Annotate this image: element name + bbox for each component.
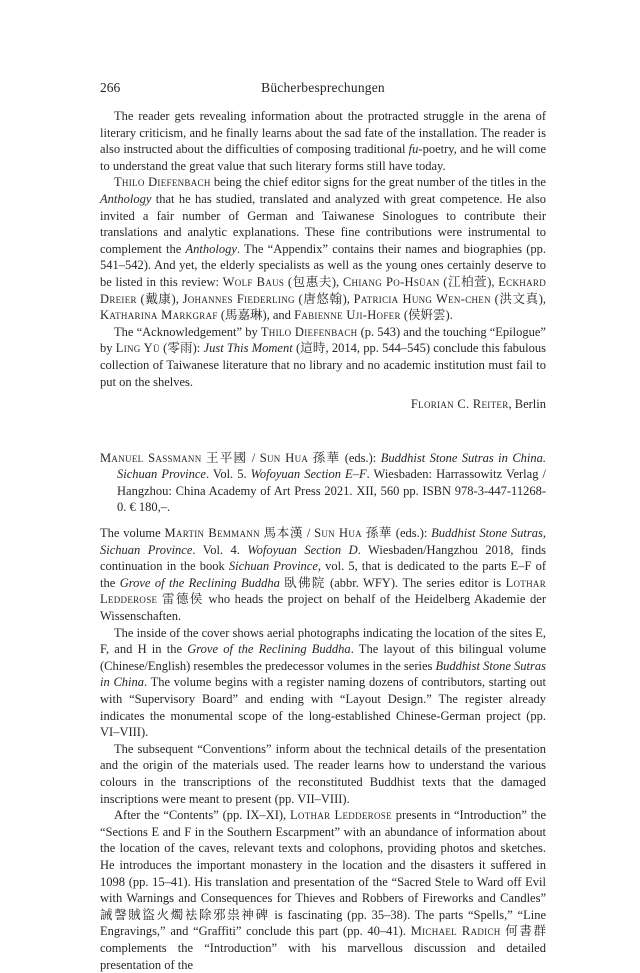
text-run: . Wiesbaden: Harrassowitz Verlag / Hangzhou: China Academy of Art Press 2021. XII, 560 pp. ISBN 978-3-447-11268-0. € 180,–. xyxy=(117,467,546,515)
person-name: Michael Radich xyxy=(410,924,501,939)
person-name: Eckhard Dreier xyxy=(100,274,546,306)
person-name: Wolf Baus xyxy=(222,274,285,289)
text-run: -poetry, and he will come to understand the great value that such literary forms still have today. xyxy=(100,142,546,173)
text-run: The subsequent “Conventions” inform about the technical details of the presentation and the origin of the materials used. The reader learns how to understand the various colours in the transcriptions of the reconstituted Buddhist texts that the damaged inscriptions were meant to present (pp. VII–VIII). xyxy=(100,741,546,806)
text-run: The inside of the cover shows aerial photographs indicating the location of the sites E, F, and H in the xyxy=(100,625,546,657)
person-name: Lothar Ledderose xyxy=(100,575,546,607)
journal-page xyxy=(100,80,546,973)
text-run: (馬嘉琳), and xyxy=(217,308,295,323)
text-run: . The “Appendix” contains their names and biographies (pp. 541–542). And yet, the elderly specialists as well as the young ones certainly deserve to be listed in this review: xyxy=(100,241,546,289)
page-number: 266 xyxy=(100,80,121,95)
running-title: Bücherbesprechungen xyxy=(261,80,385,95)
text-run: 何書群 complements the “Introduction” with his marvellous discussion and detailed presentation of the xyxy=(100,924,546,972)
text-run: presents in “Introduction” the “Sections E and F in the Southern Escarpment” with an abundance of information about the location of the caves, relevant texts and colophons, providing photos and sketches. He introduces the important monastery in the location and the disasters it suffered in 1098 (pp. 15–41). His translation and presentation of the “Sacred Stele to Ward off Evil with Warnings and Consequences for Thieves and Robbers of Fireworks and Candles” 誡謦賊盜火燭袪除邪祟神碑 is fascinating (pp. 35–38). The parts “Spells,” “Line Engravings,” and “Graffiti” conclude this part (pp. 40–41). xyxy=(100,808,546,939)
person-name: Katharina Markgraf xyxy=(100,308,218,323)
bibliography-entry xyxy=(100,450,546,516)
person-name: Thilo Diefenbach xyxy=(114,175,211,190)
italic-title: Anthology xyxy=(185,241,237,256)
text-run: . Vol. 5. xyxy=(205,467,251,482)
reviewer-signature xyxy=(100,396,546,413)
person-name: Johannes Fiederling xyxy=(182,291,295,306)
paragraph xyxy=(100,625,546,741)
page-header xyxy=(100,80,546,98)
text-run: (這時, 2014, pp. 544–545) conclude this fabulous collection of Taiwanese literature that no library and no academic institution must fail to put on the shelves. xyxy=(100,341,547,389)
text-run: (p. 543) and the touching “Epilogue” by xyxy=(100,324,546,356)
text-run: . Wiesbaden/Hangzhou 2018, finds continuation in the book xyxy=(100,542,547,574)
paragraph xyxy=(100,174,546,323)
italic-title: fu xyxy=(408,142,419,157)
italic-title: Wofoyuan Section E–F xyxy=(250,467,367,482)
text-run: The reader gets revealing information about the protracted struggle in the arena of literary criticism, and he finally learns about the sad fate of the installation. The reader is also instructed about the difficulties of composing traditional xyxy=(100,109,546,157)
italic-title: Buddhist Stone Sutras in China xyxy=(100,658,546,690)
text-run: (唐悠翰), xyxy=(294,291,354,306)
text-run: 王平國 / xyxy=(201,450,260,465)
text-run: After the “Contents” (pp. IX–XI), xyxy=(114,808,290,823)
text-run: 雷德侯 who heads the project on behalf of the Heidelberg Akademie der Wissenschaften. xyxy=(100,592,546,624)
person-name: Manuel Sassmann xyxy=(100,450,202,465)
italic-title: Sichuan Province xyxy=(228,559,318,574)
person-name: Patricia Hung Wen-chen xyxy=(353,291,491,306)
italic-title: Anthology xyxy=(100,191,152,206)
italic-title: Buddhist Stone Sutras, Sichuan Province xyxy=(100,526,547,557)
text-run: that he has studied, translated and analyzed with great competence. He also invited a fair number of German and Taiwanese Sinologues to contribute their translations and analytic explanations. These fine contributions were instrumental to complement the xyxy=(100,191,546,256)
text-run: (包惠夫), xyxy=(284,274,343,289)
text-run: . The volume begins with a register naming dozens of contributors, starting out with “Supervisory Board” and ending with “Layout Design.” The register already indicates the monumental scope of the long-established Chinese-German project (pp. VI–VIII). xyxy=(100,675,546,740)
text-run: 馬本漢 / xyxy=(259,526,315,541)
text-run: . The layout of this bilingual volume (Chinese/English) resembles the predecessor volumes in the series xyxy=(100,642,546,673)
text-run: being the chief editor signs for the great number of the titles in the xyxy=(210,175,546,190)
italic-title: Buddhist Stone Sutras in China. Sichuan Province xyxy=(117,450,547,482)
text-run: (侯姸雲). xyxy=(400,308,453,323)
italic-title: Grove of the Reclining Buddha xyxy=(119,575,280,590)
paragraph xyxy=(100,108,546,174)
person-name: Florian C. Reiter xyxy=(410,397,509,412)
person-name: Sun Hua xyxy=(314,526,362,541)
italic-title: Wofoyuan Section D xyxy=(247,542,358,557)
person-name: Chiang Po-Hsüan xyxy=(342,274,440,289)
text-run: The “Acknowledgement” by xyxy=(114,324,261,339)
text-run: 孫華 (eds.): xyxy=(308,450,381,465)
person-name: Fabienne Uji-Hofer xyxy=(294,308,401,323)
text-run: (零雨): xyxy=(159,341,204,356)
text-run: . Vol. 4. xyxy=(192,542,248,557)
italic-title: Just This Moment xyxy=(203,341,293,356)
paragraph xyxy=(100,807,546,973)
person-name: Sun Hua xyxy=(259,450,309,465)
person-name: Ling Yü xyxy=(115,341,160,356)
page-body xyxy=(100,108,546,973)
text-run: , Berlin xyxy=(508,397,546,412)
paragraph xyxy=(100,741,546,807)
text-run: , vol. 5, that is dedicated to the parts E–F of the xyxy=(100,559,546,590)
text-run: 孫華 (eds.): xyxy=(361,526,432,541)
person-name: Thilo Diefenbach xyxy=(260,324,358,339)
text-run: The volume xyxy=(100,526,165,541)
person-name: Lothar Ledderose xyxy=(289,808,392,823)
text-run: (戴康), xyxy=(136,291,183,306)
person-name: Martin Bemmann xyxy=(164,526,260,541)
italic-title: Grove of the Reclining Buddha xyxy=(187,642,351,657)
text-run: (洪文真), xyxy=(490,291,547,306)
paragraph xyxy=(100,324,546,390)
paragraph xyxy=(100,525,546,625)
text-run: (江柏萱), xyxy=(439,274,499,289)
text-run: 臥佛院 (abbr. WFY). The series editor is xyxy=(279,575,506,590)
